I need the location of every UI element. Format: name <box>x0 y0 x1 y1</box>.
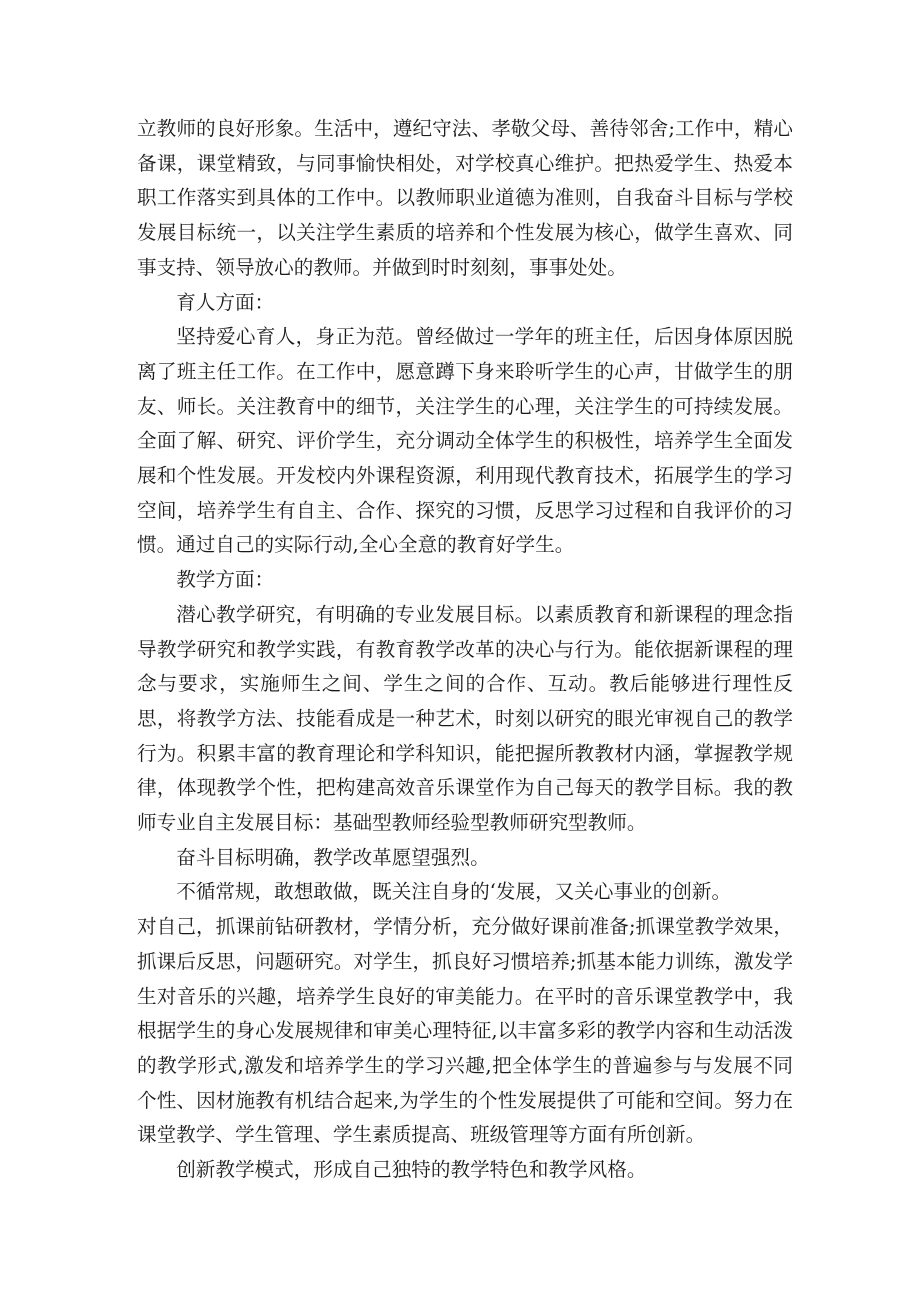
paragraph-education: 坚持爱心育人，身正为范。曾经做过一学年的班主任，后因身体原因脱离了班主任工作。在工作中，愿意蹲下身来聆听学生的心声，甘做学生的朋友、师长。关注教育中的细节，关注学生的心理，关注学生的可持续发展。全面了解、研究、评价学生，充分调动全体学生的积极性，培养学生全面发展和个性发展。开发校内外课程资源，利用现代教育技术，拓展学生的学习空间，培养学生有自主、合作、探究的习惯，反思学习过程和自我评价的习惯。通过自己的实际行动,全心全意的教育好学生。 <box>137 325 793 557</box>
paragraph-teacher-image: 立教师的良好形象。生活中，遵纪守法、孝敬父母、善待邻舍;工作中，精心备课，课堂精致，与同事愉快相处，对学校真心维护。把热爱学生、热爱本职工作落实到具体的工作中。以教师职业道德为准则，自我奋斗目标与学校发展目标统一，以关注学生素质的培养和个性发展为核心，做学生喜欢、同事支持、领导放心的教师。并做到时时刻刻，事事处处。 <box>137 117 793 279</box>
paragraph-teaching-style: 创新教学模式，形成自己独特的教学特色和教学风格。 <box>176 1158 647 1182</box>
paragraph-goals: 奋斗目标明确，教学改革愿望强烈。 <box>176 845 490 869</box>
paragraph-teaching: 潜心教学研究，有明确的专业发展目标。以素质教育和新课程的理念指导教学研究和教学实践，有教育教学改革的决心与行为。能依据新课程的理念与要求，实施师生之间、学生之间的合作、互动。教后能够进行理性反思，将教学方法、技能看成是一种艺术，时刻以研究的眼光审视自己的教学行为。积累丰富的教育理论和学科知识，能把握所教教材内涵，掌握教学规律，体现教学个性，把构建高效音乐课堂作为自己每天的教学目标。我的教师专业自主发展目标：基础型教师经验型教师研究型教师。 <box>137 602 793 835</box>
heading-education: 育人方面： <box>176 290 275 314</box>
paragraph-self-and-students: 对自己，抓课前钻研教材，学情分析，充分做好课前准备;抓课堂教学效果，抓课后反思，问题研究。对学生，抓良好习惯培养;抓基本能力训练，激发学生对音乐的兴趣，培养学生良好的审美能力。在平时的音乐课堂教学中，我根据学生的身心发展规律和审美心理特征,以丰富多彩的教学内容和生动活泼的教学形式,激发和培养学生的学习兴趣,把全体学生的普遍参与与发展不同个性、因材施教有机结合起来,为学生的个性发展提供了可能和空间。努力在课堂教学、学生管理、学生素质提高、班级管理等方面有所创新。 <box>137 915 793 1147</box>
heading-teaching: 教学方面： <box>176 568 275 592</box>
paragraph-innovation: 不循常规，敢想敢做，既关注自身的‘发展，又关心事业的创新。 <box>176 880 732 904</box>
document-body <box>137 112 793 1188</box>
